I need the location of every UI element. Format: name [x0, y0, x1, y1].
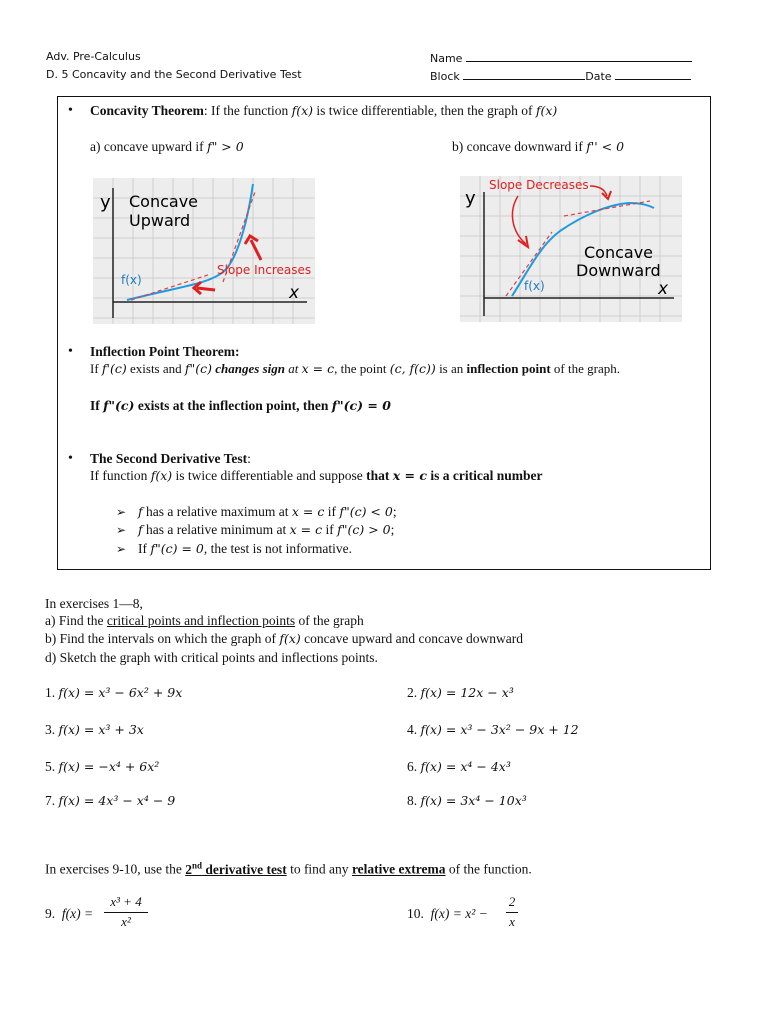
lesson-title: D. 5 Concavity and the Second Derivative Test [46, 68, 302, 81]
graph-title-line-2: Upward [129, 211, 191, 230]
date-line[interactable] [615, 68, 691, 80]
graph-title-line-1: Concave [584, 243, 654, 262]
problem-8: 8. f(x) = 3x⁴ − 10x³ [407, 793, 527, 808]
fx-label: f(x) [524, 279, 545, 293]
graph-title-line-2: Downward [576, 261, 661, 280]
date-label: Date [585, 70, 612, 83]
concave-up-condition: a) concave upward if f" > 0 [90, 139, 244, 154]
graph-title-line-1: Concave [129, 192, 199, 211]
arrow-bullet-1: ➢ [116, 505, 127, 519]
problem-4: 4. f(x) = x³ − 3x² − 9x + 12 [407, 722, 579, 737]
sdt-item-min: f has a relative minimum at x = c if f"(c) > 0; [138, 522, 395, 537]
problem-6: 6. f(x) = x⁴ − 4x³ [407, 759, 511, 774]
course-title: Adv. Pre-Calculus [46, 50, 141, 63]
instruction-b: b) Find the intervals on which the graph of f(x) concave upward and concave downward [45, 631, 524, 646]
slope-increases-label: Slope Increases [217, 263, 312, 277]
instruction-d: d) Sketch the graph with critical points and inflections points. [45, 650, 378, 665]
slope-decreases-label: Slope Decreases [489, 178, 589, 192]
bullet-3: • [68, 451, 73, 466]
name-label: Name [430, 52, 463, 65]
problem-10: 10. f(x) = x² − [407, 906, 488, 921]
y-label: y [465, 188, 476, 209]
exercises-intro: In exercises 1—8, [45, 596, 143, 611]
problem-10-numerator: 2 [508, 894, 516, 909]
inflection-line-2: If f"(c) exists at the inflection point, then f"(c) = 0 [90, 398, 391, 413]
sdt-item-max: f has a relative maximum at x = c if f"(c) < 0; [138, 504, 397, 519]
problem-7: 7. f(x) = 4x³ − x⁴ − 9 [45, 793, 176, 808]
bullet-1: • [68, 103, 73, 118]
instruction-a: a) Find the critical points and inflection points of the graph [45, 613, 364, 628]
block-line[interactable] [463, 68, 585, 80]
sdt-title: The Second Derivative Test: [90, 451, 251, 466]
fx-label: f(x) [121, 273, 142, 287]
problem-2: 2. f(x) = 12x − x³ [407, 685, 514, 700]
concave-down-condition: b) concave downward if f'' < 0 [452, 139, 625, 154]
theorem-box [57, 96, 711, 570]
bullet-2: • [68, 344, 73, 359]
inflection-line-1: If f'(c) exists and f"(c) changes sign at x = c, the point (c, f(c)) is an inflection point of the graph. [90, 361, 620, 376]
y-label: y [100, 192, 111, 213]
problem-1: 1. f(x) = x³ − 6x² + 9x [45, 685, 183, 700]
problem-9-fraction-bar [104, 912, 148, 913]
problem-3: 3. f(x) = x³ + 3x [45, 722, 144, 737]
block-date-field[interactable] [430, 68, 691, 83]
arrow-1 [197, 288, 215, 290]
arrow-bullet-2: ➢ [116, 523, 127, 537]
problem-10-denominator: x [509, 914, 515, 929]
problem-9-numerator: x³ + 4 [110, 894, 142, 909]
name-line[interactable] [466, 50, 692, 62]
extrema-instructions: In exercises 9-10, use the 2nd derivative test to find any relative extrema of the function. [45, 860, 532, 877]
problem-9-denominator: x² [121, 914, 131, 929]
concave-upward-graph [93, 178, 315, 324]
arrow-bullet-3: ➢ [116, 542, 127, 556]
x-label: x [289, 283, 300, 303]
problem-9: 9. f(x) = [45, 906, 94, 921]
problem-10-fraction-bar [506, 912, 518, 913]
problem-5: 5. f(x) = −x⁴ + 6x² [45, 759, 160, 774]
name-field[interactable] [430, 50, 692, 65]
x-label: x [658, 279, 669, 299]
inflection-title: Inflection Point Theorem: [90, 344, 240, 359]
concavity-theorem: Concavity Theorem: If the function f(x) is twice differentiable, then the graph of f(x) [90, 103, 558, 118]
block-label: Block [430, 70, 460, 83]
concave-downward-graph [460, 176, 682, 322]
sdt-line-1: If function f(x) is twice differentiable and suppose that x = c is a critical number [90, 468, 543, 483]
sdt-item-inconclusive: If f"(c) = 0, the test is not informative. [138, 541, 352, 556]
